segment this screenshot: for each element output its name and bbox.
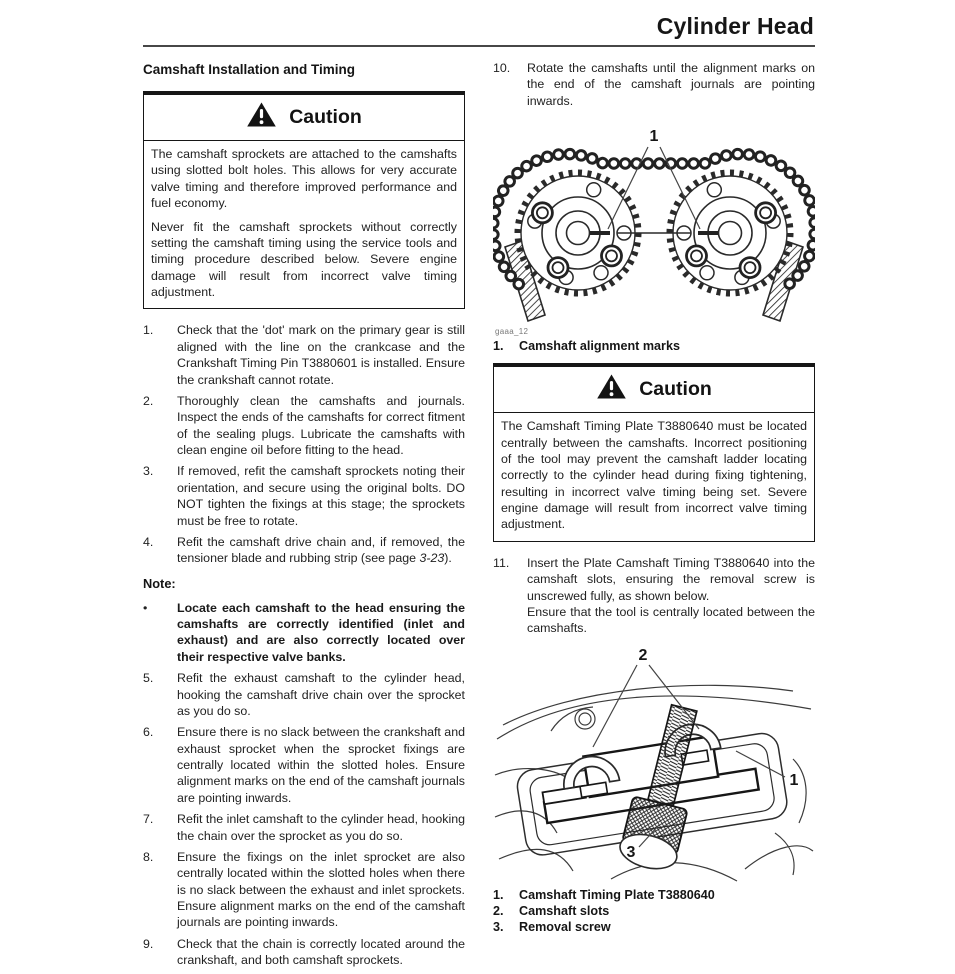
step-9 — [143, 936, 465, 969]
step-text: Check that the chain is correctly located around the crankshaft, and both camshaft sprockets. — [177, 936, 465, 968]
header-rule — [143, 45, 815, 47]
camshaft-timing-plate-figure — [493, 647, 815, 885]
step-text-part: Refit the camshaft drive chain and, if removed, the tensioner blade and rubbing strip (see page — [177, 534, 465, 566]
figure2-callout-3: 3 — [626, 843, 636, 861]
caution-box-2 — [493, 363, 815, 542]
figure2-caption-block — [493, 888, 815, 934]
step-text: Rotate the camshafts until the alignment marks on the end of the camshaft journals are pointing inwards. — [527, 61, 815, 108]
warning-triangle-icon — [596, 373, 627, 405]
step-text-part: Ensure that the tool is centrally located between the camshafts. — [527, 604, 815, 636]
right-column — [493, 60, 815, 974]
page-title: Cylinder Head — [656, 13, 814, 39]
step-5 — [143, 670, 465, 719]
step-text: Refit the exhaust camshaft to the cylinder head, hooking the camshaft drive chain over the sprocket as you do so. — [177, 671, 465, 718]
step-number: 9. — [143, 936, 154, 951]
step-number: 10. — [493, 61, 511, 75]
caution-header — [494, 364, 814, 413]
page-reference: 3-23 — [419, 551, 445, 566]
figure-id-label: gaaa_12 — [495, 327, 529, 337]
figure2-callout-2: 2 — [638, 646, 648, 664]
step-3 — [143, 463, 465, 529]
step-text: Refit the inlet camshaft to the cylinder head, hooking the chain over the sprocket as you do so. — [177, 812, 465, 843]
figure1-caption — [493, 339, 815, 353]
step-number: 4. — [143, 534, 154, 549]
caption-number: 1. — [493, 339, 504, 354]
step-4 — [143, 534, 465, 567]
caution-header — [144, 92, 464, 141]
step-number: 11. — [493, 555, 510, 570]
figure2-caption-3 — [493, 920, 815, 934]
step-number: 5. — [143, 671, 154, 686]
step-number: 8. — [143, 849, 154, 864]
alignment-mark-left — [590, 231, 610, 235]
caption-number: 3. — [493, 919, 504, 934]
step-text: Ensure the fixings on the inlet sprocket are also centrally located within the slotted holes when there is no slack between the exhaust and inlet sprockets. Ensure alignment marks on the end of the camshaft journals are pointing inwards. — [177, 849, 465, 930]
step-10 — [493, 60, 815, 109]
caution-paragraph: The camshaft sprockets are attached to the camshafts using slotted bolt holes. This allows for very accurate valve timing and therefore improved performance and fuel economy. — [151, 147, 457, 211]
step-number: 7. — [143, 812, 154, 827]
step-text: Ensure there is no slack between the crankshaft and exhaust sprocket when the sprocket fixings are centrally located within the slotted holes. Ensure alignment marks on the end of the camshaft journals are pointing inwards. — [177, 725, 465, 805]
step-number: 1. — [143, 323, 154, 338]
step-number: 3. — [143, 464, 154, 479]
caution-paragraph: Never fit the camshaft sprockets without correctly setting the camshaft timing using the service tools and timing procedure described below. Severe engine damage will result from incorrect valve timing adjustment. — [151, 219, 457, 299]
step-1 — [143, 322, 465, 388]
alignment-mark-right — [698, 231, 718, 235]
figure2-callout-1: 1 — [789, 771, 799, 789]
camshaft-sprockets-figure — [493, 125, 815, 325]
note-bullet-item — [143, 600, 465, 666]
note-text: Locate each camshaft to the head ensuring the camshafts are correctly identified (inlet and exhaust) and are also correctly located over their respective valve banks. — [177, 600, 465, 664]
caution-body — [144, 141, 464, 308]
caution-title: Caution — [639, 377, 712, 400]
bullet-marker: • — [143, 600, 148, 615]
step-text: If removed, refit the camshaft sprockets noting their orientation, and secure using the original bolts. DO NOT tighten the fixings at this stage; the sprockets must be free to rotate. — [177, 464, 465, 528]
caution-box-1 — [143, 91, 465, 309]
step-text: Thoroughly clean the camshafts and journals. Inspect the ends of the camshafts for correct fitment of the sealing plugs. Lubricate the camshafts with clean engine oil before fitting to the head. — [177, 393, 465, 457]
step-text — [177, 534, 465, 567]
section-title: Camshaft Installation and Timing — [143, 62, 356, 77]
step-2 — [143, 393, 465, 459]
caption-text: Camshaft Timing Plate T3880640 — [519, 887, 715, 902]
figure2-caption-2 — [493, 904, 815, 918]
figure1-callout-1: 1 — [649, 128, 659, 146]
step-8 — [143, 849, 465, 931]
figure1-caption-block — [493, 339, 815, 353]
step-text-part: ). — [444, 551, 452, 566]
caution-paragraph: The Camshaft Timing Plate T3880640 must be located centrally between the camshafts. Incorrect positioning of the tool may prevent the camshaft ladder locating correctly to the cylinder head during fixing tightening, resulting in incorrect valve timing being set. Severe engine damage will result from incorrect valve timing adjustment. — [501, 419, 807, 532]
step-number: 2. — [143, 393, 154, 408]
step-text — [527, 555, 815, 637]
step-number: 6. — [143, 725, 154, 740]
step-text-part: Insert the Plate Camshaft Timing T3880640 into the camshaft slots, ensuring the removal screw is unscrewed fully, as shown below. — [527, 555, 815, 603]
step-6 — [143, 724, 465, 806]
left-column — [143, 60, 465, 974]
caption-text: Removal screw — [519, 919, 611, 934]
note-label: Note: — [143, 575, 176, 591]
warning-triangle-icon — [246, 101, 277, 133]
step-11 — [493, 555, 815, 637]
step-text: Check that the 'dot' mark on the primary gear is still aligned with the line on the crankcase and the Crankshaft Timing Pin T3880601 is installed. Ensure the crankshaft cannot rotate. — [177, 323, 465, 387]
caption-text: Camshaft alignment marks — [519, 339, 680, 354]
caption-number: 1. — [493, 887, 504, 902]
content-columns — [143, 60, 815, 974]
figure2-caption-1 — [493, 888, 815, 902]
caption-text: Camshaft slots — [519, 903, 610, 918]
caution-body — [494, 413, 814, 541]
caption-number: 2. — [493, 903, 504, 918]
caution-title: Caution — [289, 105, 362, 128]
step-7 — [143, 811, 465, 844]
